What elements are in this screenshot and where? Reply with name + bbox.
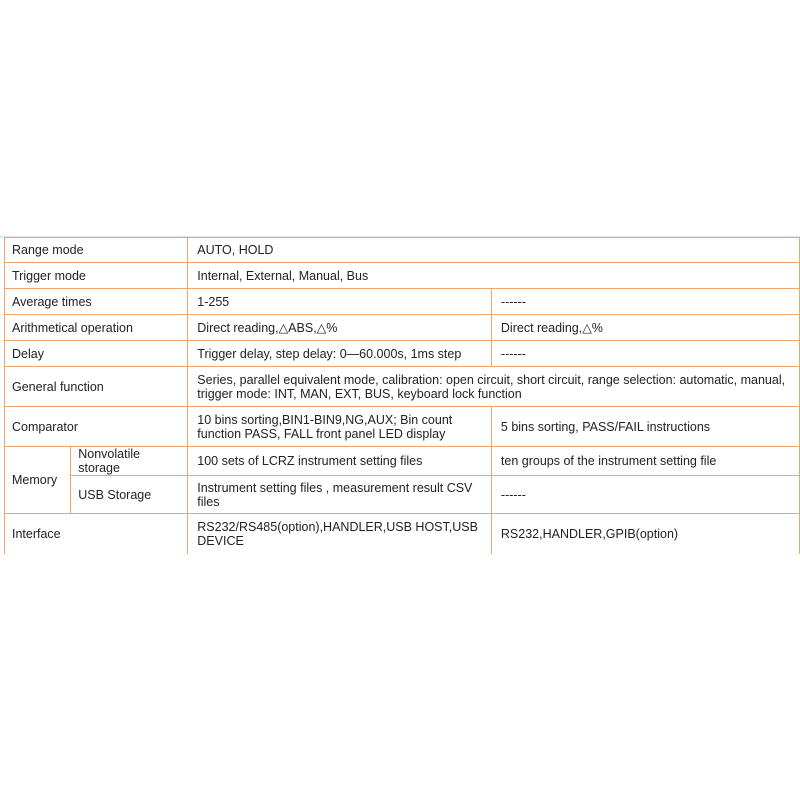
usb-storage-value-a: Instrument setting files , measurement result CSV files	[188, 476, 492, 514]
row-label-general-function: General function	[5, 367, 188, 407]
table-row	[5, 447, 800, 476]
average-times-value-a: 1-255	[188, 289, 492, 315]
row-label-average-times: Average times	[5, 289, 188, 315]
row-label-range-mode: Range mode	[5, 238, 188, 263]
row-label-interface: Interface	[5, 514, 188, 554]
table-row	[5, 367, 800, 407]
sub-label-usb-storage: USB Storage	[71, 476, 188, 514]
usb-storage-value-b: ------	[491, 476, 799, 514]
table-row	[5, 476, 800, 514]
general-function-value: Series, parallel equivalent mode, calibration: open circuit, short circuit, range selection: automatic, manual, trigger mode: INT, MAN, EXT, BUS, keyboard lock function	[188, 367, 800, 407]
average-times-value-b: ------	[491, 289, 799, 315]
comparator-value-b: 5 bins sorting, PASS/FAIL instructions	[491, 407, 799, 447]
arithmetical-operation-value-b: Direct reading,△%	[491, 315, 799, 341]
row-label-delay: Delay	[5, 341, 188, 367]
table-row	[5, 315, 800, 341]
nonvolatile-storage-value-b: ten groups of the instrument setting file	[491, 447, 799, 476]
table-row	[5, 514, 800, 554]
row-label-memory: Memory	[5, 447, 71, 514]
table-row	[5, 341, 800, 367]
interface-value-a: RS232/RS485(option),HANDLER,USB HOST,USB DEVICE	[188, 514, 492, 554]
comparator-value-a: 10 bins sorting,BIN1-BIN9,NG,AUX; Bin count function PASS, FALL front panel LED display	[188, 407, 492, 447]
table-row	[5, 289, 800, 315]
table-row	[5, 263, 800, 289]
trigger-mode-value: Internal, External, Manual, Bus	[188, 263, 800, 289]
interface-value-b: RS232,HANDLER,GPIB(option)	[491, 514, 799, 554]
sub-label-nonvolatile-storage: Nonvolatile storage	[71, 447, 188, 476]
nonvolatile-storage-value-a: 100 sets of LCRZ instrument setting files	[188, 447, 492, 476]
delay-value-a: Trigger delay, step delay: 0—60.000s, 1ms step	[188, 341, 492, 367]
delay-value-b: ------	[491, 341, 799, 367]
row-label-arithmetical-operation: Arithmetical operation	[5, 315, 188, 341]
row-label-trigger-mode: Trigger mode	[5, 263, 188, 289]
arithmetical-operation-value-a: Direct reading,△ABS,△%	[188, 315, 492, 341]
spec-table	[4, 237, 800, 554]
row-label-comparator: Comparator	[5, 407, 188, 447]
table-row	[5, 407, 800, 447]
table-row	[5, 238, 800, 263]
range-mode-value: AUTO, HOLD	[188, 238, 800, 263]
